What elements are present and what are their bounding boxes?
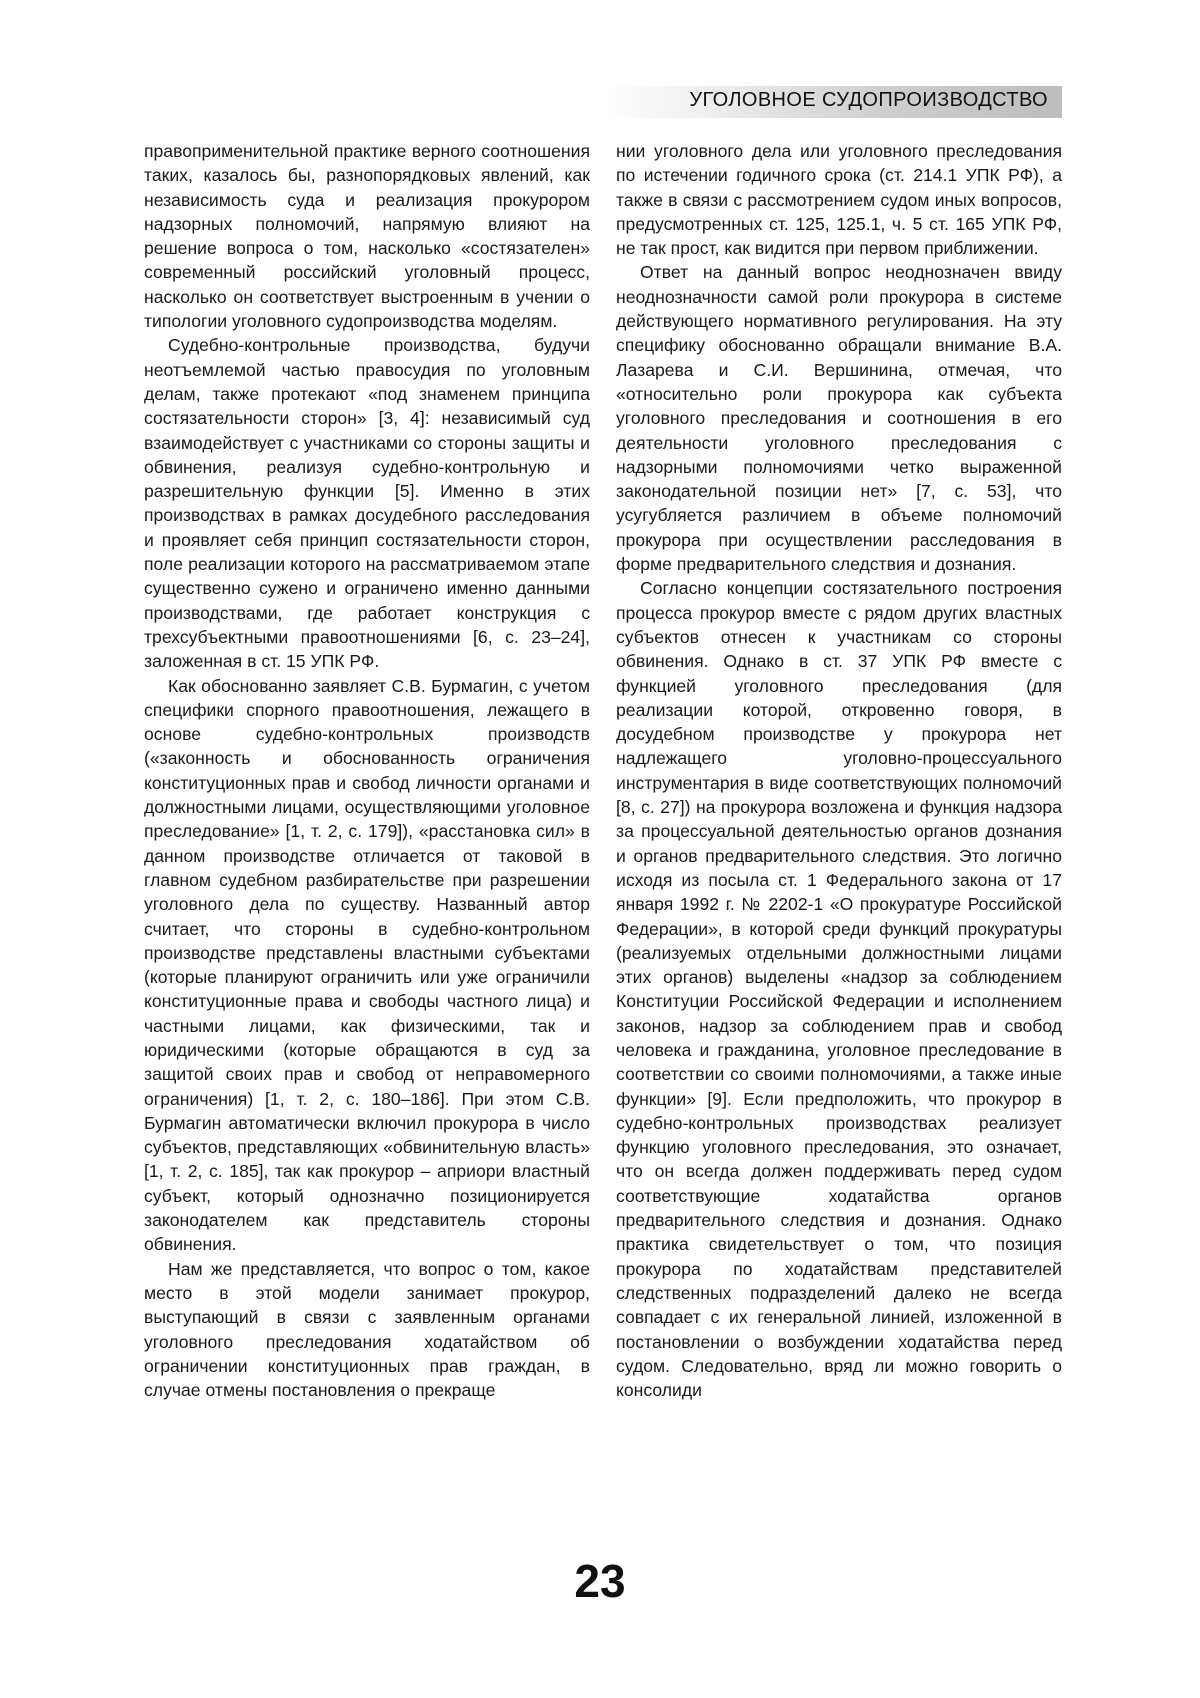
page-number: 23 [574,1555,626,1607]
paragraph: нии уголовного дела или уголовного преследования по истечении годичного срока (ст. 214.1 УПК РФ), а также в связи с рассмотрением судом иных вопросов, предусмотренных ст. 125, 125.1, ч. 5 ст. 165 УПК РФ, не так прост, как видится при первом приближении. [616,141,1062,259]
section-header [606,86,1062,118]
paragraph: Судебно-контрольные производства, будучи неотъемлемой частью правосудия по уголовным делам, также протекают «под знаменем принципа состязательности сторон» [3, 4]: независимый суд взаимодействует с участниками со стороны защиты и обвинения, реализуя судебно-контрольную и разрешительную функции [5]. Именно в этих производствах в рамках досудебного расследования и проявляет себя принцип состязательности сторон, поле реализации которого на рассматриваемом этапе существенно сужено и ограничено именно данными производствами, где работает конструкция с трехсубъектными правоотношениями [6, с. 23–24], заложенная в ст. 15 УПК РФ. [144,335,590,672]
paragraph: Ответ на данный вопрос неоднозначен ввиду неоднозначности самой роли прокурора в системе действующего нормативного регулирования. На эту специфику обоснованно обращали внимание В.А. Лазарева и С.И. Вершинина, отмечая, что «относительно роли прокурора как субъекта уголовного преследования и соотношения в его деятельности уголовного преследования с надзорными полномочиями четко выраженной законодательной позиции нет» [7, с. 53], что усугубляется различием в объеме полномочий прокурора при осуществлении расследования в форме предварительного следствия и дознания. [616,262,1062,575]
paragraph: правоприменительной практике верного соотношения таких, казалось бы, разнопорядковых явлений, как независимость суда и реализация прокурором надзорных полномочий, напрямую влияют на решение вопроса о том, насколько «состязателен» современный российский уголовный процесс, насколько он соответствует выстроенным в учении о типологии уголовного судопроизводства моделям. [144,141,590,332]
paragraph: Согласно концепции состязательного построения процесса прокурор вместе с рядом других властных субъектов отнесен к участникам со стороны обвинения. Однако в ст. 37 УПК РФ вместе с функцией уголовного преследования (для реализации которой, откровенно говоря, в досудебном производстве у прокурора нет надлежащего уголовно-процессуального инструментария в виде соответствующих полномочий [8, с. 27]) на прокурора возложена и функция надзора за процессуальной деятельностью органов дознания и органов предварительного следствия. Это логично исходя из посыла ст. 1 Федерального закона от 17 января 1992 г. № 2202-1 «О прокуратуре Российской Федерации», в которой среди функций прокуратуры (реализуемых отдельными должностными лицами этих органов) выделены «надзор за соблюдением Конституции Российской Федерации и исполнением законов, надзор за соблюдением прав и свобод человека и гражданина, уголовное преследование в соответствии со своими полномочиями, а также иные функции» [9]. Если предположить, что прокурор в судебно-контрольных производствах реализует функцию уголовного преследования, это означает, что он всегда должен поддерживать перед судом соответствующие ходатайства органов предварительного следствия и дознания. Однако практика свидетельствует о том, что позиция прокурора по ходатайствам представителей следственных подразделений далеко не всегда совпадает с их генеральной линией, изложенной в постановлении о возбуждении ходатайства перед судом. Следовательно, вряд ли можно говорить о консолиди [616,578,1062,1401]
paragraph: Нам же представляется, что вопрос о том, какое место в этой модели занимает прокурор, выступающий в связи с заявленным органами уголовного преследования ходатайством об ограничении конституционных прав граждан, в случае отмены постановления о прекраще [144,1258,590,1401]
section-title: УГОЛОВНОЕ СУДОПРОИЗВОДСТВО [689,89,1048,111]
right-column [616,139,1062,1402]
paragraph: Как обоснованно заявляет С.В. Бурмагин, с учетом специфики спорного правоотношения, лежащего в основе судебно-контрольных производств («законность и обоснованность ограничения конституционных прав и свобод личности органами и должностными лицами, осуществляющими уголовное преследование» [1, т. 2, с. 179]), «расстановка сил» в данном производстве отличается от таковой в главном судебном разбирательстве при разрешении уголовного дела по существу. Названный автор считает, что стороны в судебно-контрольном производстве представлены властными субъектами (которые планируют ограничить или уже ограничили конституционные права и свободы частного лица) и частными лицами, как физическими, так и юридическими (которые обращаются в суд за защитой своих прав и свобод от неправомерного ограничения) [1, т. 2, с. 180–186]. При этом С.В. Бурмагин автоматически включил прокурора в число субъектов, представляющих «обвинительную власть» [1, т. 2, с. 185], так как прокурор – априори властный субъект, который однозначно позиционируется законодателем как представитель стороны обвинения. [144,675,590,1255]
left-column [144,139,590,1402]
